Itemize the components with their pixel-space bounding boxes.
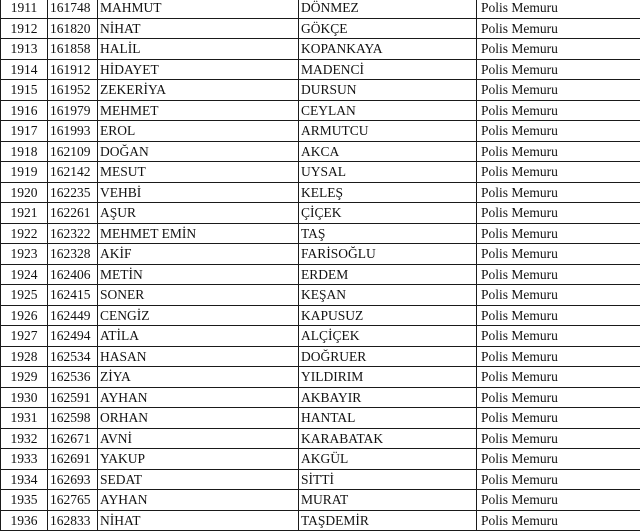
surname-cell: KOPANKAYA xyxy=(299,39,477,60)
surname-cell: HANTAL xyxy=(299,408,477,429)
first-name-cell: MAHMUT xyxy=(98,0,299,18)
registry-number-cell: 162693 xyxy=(48,469,98,490)
surname-cell: UYSAL xyxy=(299,162,477,183)
first-name-cell: MEHMET EMİN xyxy=(98,223,299,244)
first-name-cell: AYHAN xyxy=(98,387,299,408)
table-row xyxy=(1,141,640,162)
registry-number-cell: 162671 xyxy=(48,428,98,449)
row-number-cell: 1933 xyxy=(1,449,48,470)
registry-number-cell: 162322 xyxy=(48,223,98,244)
row-number-cell: 1930 xyxy=(1,387,48,408)
title-cell: Polis Memuru xyxy=(477,18,640,39)
title-cell: Polis Memuru xyxy=(477,346,640,367)
registry-number-cell: 162406 xyxy=(48,264,98,285)
row-number-cell: 1925 xyxy=(1,285,48,306)
table-row xyxy=(1,223,640,244)
first-name-cell: SEDAT xyxy=(98,469,299,490)
registry-number-cell: 161979 xyxy=(48,100,98,121)
row-number-cell: 1934 xyxy=(1,469,48,490)
registry-number-cell: 162415 xyxy=(48,285,98,306)
title-cell: Polis Memuru xyxy=(477,182,640,203)
surname-cell: AKGÜL xyxy=(299,449,477,470)
first-name-cell: ATİLA xyxy=(98,326,299,347)
registry-number-cell: 161952 xyxy=(48,80,98,101)
row-number-cell: 1918 xyxy=(1,141,48,162)
table-row xyxy=(1,510,640,531)
registry-number-cell: 162691 xyxy=(48,449,98,470)
table-row xyxy=(1,0,640,18)
registry-number-cell: 161820 xyxy=(48,18,98,39)
table-row xyxy=(1,18,640,39)
surname-cell: TAŞ xyxy=(299,223,477,244)
row-number-cell: 1913 xyxy=(1,39,48,60)
table-row xyxy=(1,326,640,347)
first-name-cell: VEHBİ xyxy=(98,182,299,203)
row-number-cell: 1924 xyxy=(1,264,48,285)
title-cell: Polis Memuru xyxy=(477,490,640,511)
table-row xyxy=(1,367,640,388)
registry-number-cell: 161858 xyxy=(48,39,98,60)
title-cell: Polis Memuru xyxy=(477,59,640,80)
table-row xyxy=(1,203,640,224)
row-number-cell: 1931 xyxy=(1,408,48,429)
title-cell: Polis Memuru xyxy=(477,469,640,490)
first-name-cell: NİHAT xyxy=(98,510,299,531)
registry-number-cell: 161912 xyxy=(48,59,98,80)
title-cell: Polis Memuru xyxy=(477,408,640,429)
surname-cell: KARABATAK xyxy=(299,428,477,449)
registry-number-cell: 162109 xyxy=(48,141,98,162)
row-number-cell: 1917 xyxy=(1,121,48,142)
title-cell: Polis Memuru xyxy=(477,387,640,408)
surname-cell: MURAT xyxy=(299,490,477,511)
table-row xyxy=(1,59,640,80)
surname-cell: DÖNMEZ xyxy=(299,0,477,18)
first-name-cell: MEHMET xyxy=(98,100,299,121)
surname-cell: KEŞAN xyxy=(299,285,477,306)
surname-cell: FARİSOĞLU xyxy=(299,244,477,265)
registry-number-cell: 162142 xyxy=(48,162,98,183)
surname-cell: ÇİÇEK xyxy=(299,203,477,224)
row-number-cell: 1920 xyxy=(1,182,48,203)
table-row xyxy=(1,80,640,101)
title-cell: Polis Memuru xyxy=(477,428,640,449)
table-row xyxy=(1,428,640,449)
title-cell: Polis Memuru xyxy=(477,162,640,183)
table-row xyxy=(1,490,640,511)
title-cell: Polis Memuru xyxy=(477,80,640,101)
surname-cell: ALÇİÇEK xyxy=(299,326,477,347)
first-name-cell: ZİYA xyxy=(98,367,299,388)
row-number-cell: 1915 xyxy=(1,80,48,101)
table-row xyxy=(1,449,640,470)
surname-cell: ARMUTCU xyxy=(299,121,477,142)
first-name-cell: HALİL xyxy=(98,39,299,60)
title-cell: Polis Memuru xyxy=(477,264,640,285)
row-number-cell: 1922 xyxy=(1,223,48,244)
registry-number-cell: 162765 xyxy=(48,490,98,511)
surname-cell: KELEŞ xyxy=(299,182,477,203)
row-number-cell: 1927 xyxy=(1,326,48,347)
first-name-cell: HİDAYET xyxy=(98,59,299,80)
row-number-cell: 1923 xyxy=(1,244,48,265)
table-body xyxy=(1,0,640,531)
first-name-cell: YAKUP xyxy=(98,449,299,470)
registry-number-cell: 162261 xyxy=(48,203,98,224)
surname-cell: MADENCİ xyxy=(299,59,477,80)
title-cell: Polis Memuru xyxy=(477,305,640,326)
first-name-cell: HASAN xyxy=(98,346,299,367)
first-name-cell: AVNİ xyxy=(98,428,299,449)
first-name-cell: AŞUR xyxy=(98,203,299,224)
row-number-cell: 1929 xyxy=(1,367,48,388)
row-number-cell: 1911 xyxy=(1,0,48,18)
title-cell: Polis Memuru xyxy=(477,121,640,142)
row-number-cell: 1926 xyxy=(1,305,48,326)
registry-number-cell: 162536 xyxy=(48,367,98,388)
surname-cell: DOĞRUER xyxy=(299,346,477,367)
title-cell: Polis Memuru xyxy=(477,141,640,162)
surname-cell: SİTTİ xyxy=(299,469,477,490)
registry-number-cell: 162494 xyxy=(48,326,98,347)
table-row xyxy=(1,39,640,60)
surname-cell: YILDIRIM xyxy=(299,367,477,388)
title-cell: Polis Memuru xyxy=(477,39,640,60)
surname-cell: TAŞDEMİR xyxy=(299,510,477,531)
registry-number-cell: 162235 xyxy=(48,182,98,203)
surname-cell: KAPUSUZ xyxy=(299,305,477,326)
surname-cell: AKBAYIR xyxy=(299,387,477,408)
title-cell: Polis Memuru xyxy=(477,285,640,306)
registry-number-cell: 162591 xyxy=(48,387,98,408)
table-row xyxy=(1,285,640,306)
first-name-cell: CENGİZ xyxy=(98,305,299,326)
table-row xyxy=(1,469,640,490)
table-row xyxy=(1,305,640,326)
registry-number-cell: 162328 xyxy=(48,244,98,265)
title-cell: Polis Memuru xyxy=(477,223,640,244)
row-number-cell: 1935 xyxy=(1,490,48,511)
row-number-cell: 1916 xyxy=(1,100,48,121)
row-number-cell: 1932 xyxy=(1,428,48,449)
table-row xyxy=(1,346,640,367)
row-number-cell: 1914 xyxy=(1,59,48,80)
registry-number-cell: 161993 xyxy=(48,121,98,142)
first-name-cell: ZEKERİYA xyxy=(98,80,299,101)
table-row xyxy=(1,408,640,429)
first-name-cell: MESUT xyxy=(98,162,299,183)
row-number-cell: 1912 xyxy=(1,18,48,39)
surname-cell: GÖKÇE xyxy=(299,18,477,39)
title-cell: Polis Memuru xyxy=(477,510,640,531)
surname-cell: DURSUN xyxy=(299,80,477,101)
first-name-cell: NİHAT xyxy=(98,18,299,39)
table-row xyxy=(1,244,640,265)
row-number-cell: 1936 xyxy=(1,510,48,531)
table-row xyxy=(1,162,640,183)
title-cell: Polis Memuru xyxy=(477,326,640,347)
row-number-cell: 1928 xyxy=(1,346,48,367)
first-name-cell: AKİF xyxy=(98,244,299,265)
table-row xyxy=(1,264,640,285)
table-row xyxy=(1,182,640,203)
registry-number-cell: 162598 xyxy=(48,408,98,429)
title-cell: Polis Memuru xyxy=(477,244,640,265)
registry-number-cell: 162449 xyxy=(48,305,98,326)
row-number-cell: 1919 xyxy=(1,162,48,183)
first-name-cell: SONER xyxy=(98,285,299,306)
surname-cell: ERDEM xyxy=(299,264,477,285)
first-name-cell: EROL xyxy=(98,121,299,142)
first-name-cell: AYHAN xyxy=(98,490,299,511)
first-name-cell: DOĞAN xyxy=(98,141,299,162)
registry-number-cell: 161748 xyxy=(48,0,98,18)
first-name-cell: METİN xyxy=(98,264,299,285)
registry-number-cell: 162833 xyxy=(48,510,98,531)
surname-cell: CEYLAN xyxy=(299,100,477,121)
table-row xyxy=(1,100,640,121)
first-name-cell: ORHAN xyxy=(98,408,299,429)
title-cell: Polis Memuru xyxy=(477,100,640,121)
registry-number-cell: 162534 xyxy=(48,346,98,367)
table-row xyxy=(1,121,640,142)
title-cell: Polis Memuru xyxy=(477,203,640,224)
table-row xyxy=(1,387,640,408)
title-cell: Polis Memuru xyxy=(477,449,640,470)
row-number-cell: 1921 xyxy=(1,203,48,224)
surname-cell: AKCA xyxy=(299,141,477,162)
title-cell: Polis Memuru xyxy=(477,367,640,388)
title-cell: Polis Memuru xyxy=(477,0,640,18)
